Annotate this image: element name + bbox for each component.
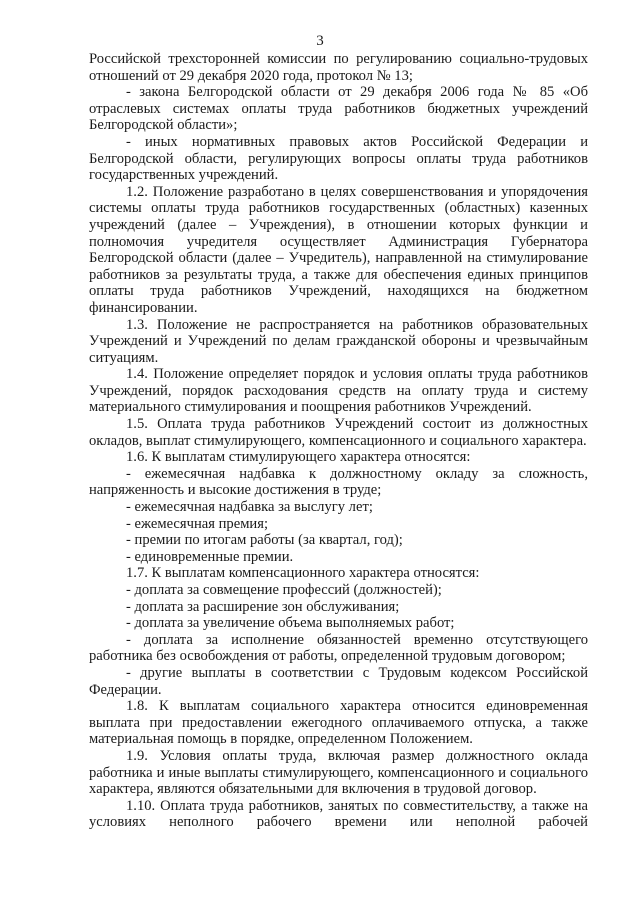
list-item: - ежемесячная надбавка за выслугу лет;: [126, 499, 373, 516]
list-item: - доплата за исполнение обязанностей временно отсутствующего работника без освобождения от работы, определенной трудовым договором;: [89, 631, 588, 665]
list-item: - закона Белгородской области от 29 декабря 2006 года № 85 «Об отраслевых системах оплаты труда работников бюджетных учреждений Белгородской области»;: [89, 84, 588, 134]
clause-1-9: 1.9. Условия оплаты труда, включая размер должностного оклада работника и иные выплаты стимулирующего, компенсационного и социального характера, являются обязательными для включения в трудовой договор.: [89, 747, 588, 798]
list-item: - другие выплаты в соответствии с Трудовым кодексом Российской Федерации.: [89, 664, 588, 698]
list-item: - доплата за совмещение профессий (должностей);: [126, 582, 442, 598]
clause-1-4: 1.4. Положение определяет порядок и условия оплаты труда работников Учреждений, порядок расходования средств на оплату труда и систему материального стимулирования и поощрения работников Учреждений.: [89, 366, 588, 416]
paragraph: Российской трехсторонней комиссии по регулированию социально-трудовых отношений от 29 декабря 2020 года, протокол № 13;: [89, 51, 588, 84]
clause-1-2: 1.2. Положение разработано в целях совершенствования и упорядочения системы оплаты труда работников государственных (областных) казенных учреждений (далее – Учреждения), в отношении которых функции и полномочия учредителя осуществляет Администрация Губернатора Белгородской области (далее – Учредитель), направленной на стимулирование работников за результаты труда, а также для обеспечения единых принципов оплаты труда работников Учреждений, находящихся на бюджетном финансировании.: [89, 183, 588, 316]
clause-1-10: 1.10. Оплата труда работников, занятых по совместительству, а также на условиях неполного рабочего времени или неполной рабочей: [89, 797, 588, 831]
list-item: - доплата за увеличение объема выполняемых работ;: [126, 615, 455, 632]
list-item: - премии по итогам работы (за квартал, год);: [126, 532, 403, 549]
clause-1-5: 1.5. Оплата труда работников Учреждений состоит из должностных окладов, выплат стимулирующего, компенсационного и социального характера.: [89, 416, 588, 449]
list-item: - единовременные премии.: [126, 548, 294, 565]
list-item: - доплата за расширение зон обслуживания;: [126, 598, 400, 615]
clause-1-7: 1.7. К выплатам компенсационного характера относятся:: [126, 565, 480, 582]
list-item: - ежемесячная премия;: [126, 515, 269, 532]
clause-1-3: 1.3. Положение не распространяется на работников образовательных Учреждений и Учреждений по делам гражданской обороны и чрезвычайным ситуациям.: [89, 316, 588, 366]
clause-1-8: 1.8. К выплатам социального характера относится единовременная выплата при предоставлении ежегодного оплачиваемого отпуска, а также материальная помощь в порядке, определенном Положением.: [89, 698, 588, 748]
page-number: 3: [316, 33, 324, 49]
list-item: - ежемесячная надбавка к должностному окладу за сложность, напряженность и высокие достижения в труде;: [89, 465, 588, 499]
list-item: - иных нормативных правовых актов Российской Федерации и Белгородской области, регулирующих вопросы оплаты труда работников государственных учреждений.: [89, 133, 588, 184]
document-body: [89, 51, 588, 831]
clause-1-6: 1.6. К выплатам стимулирующего характера относятся:: [126, 449, 471, 466]
